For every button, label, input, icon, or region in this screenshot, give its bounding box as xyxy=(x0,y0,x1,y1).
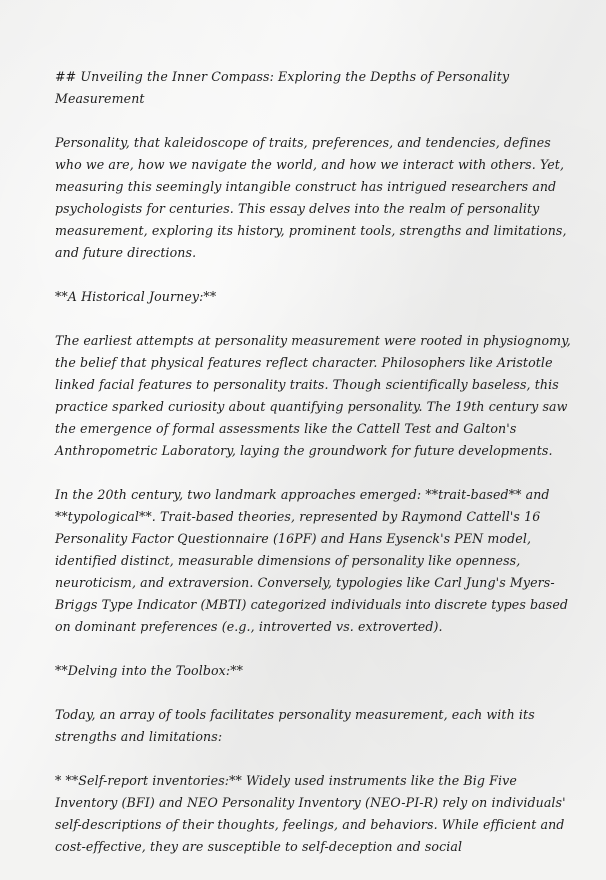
paragraph-intro: Personality, that kaleidoscope of traits, preferences, and tendencies, defines who we are, how we navigate the world, and how we interact with others. Yet, measuring this seemingly intangible construct has intrigued researchers and psychologists for centuries. This essay delves into the realm of personality measurement, exploring its history, prominent tools, strengths and limitations, and future directions. xyxy=(55,135,567,260)
document-heading: ## Unveiling the Inner Compass: Exploring the Depths of Personality Measurement xyxy=(55,69,510,106)
paragraph-20th-century: In the 20th century, two landmark approaches emerged: **trait-based** and **typological**. Trait-based theories, represented by Raymond Cattell's 16 Personality Factor Questionnaire (16PF) and Hans Eysenck's PEN model, identified distinct, measurable dimensions of personality like openness, neuroticism, and extraversion. Conversely, typologies like Carl Jung's Myers-Briggs Type Indicator (MBTI) categorized individuals into discrete types based on dominant preferences (e.g., introverted vs. extroverted). xyxy=(55,487,569,634)
document-body xyxy=(55,66,575,880)
paragraph-physiognomy: The earliest attempts at personality measurement were rooted in physiognomy, the belief that physical features reflect character. Philosophers like Aristotle linked facial features to personality traits. Though scientifically baseless, this practice sparked curiosity about quantifying personality. The 19th century saw the emergence of formal assessments like the Cattell Test and Galton's Anthropometric Laboratory, laying the groundwork for future developments. xyxy=(55,333,571,458)
section-heading-history: **A Historical Journey:** xyxy=(55,289,217,304)
list-item-self-report: * **Self-report inventories:** Widely used instruments like the Big Five Inventory (BFI) and NEO Personality Inventory (NEO-PI-R) rely on individuals' self-descriptions of their thoughts, feelings, and behaviors. While efficient and cost-effective, they are susceptible to self-deception and social xyxy=(55,773,566,854)
paragraph-tools-intro: Today, an array of tools facilitates personality measurement, each with its strengths and limitations: xyxy=(55,707,535,744)
section-heading-toolbox: **Delving into the Toolbox:** xyxy=(55,663,243,678)
